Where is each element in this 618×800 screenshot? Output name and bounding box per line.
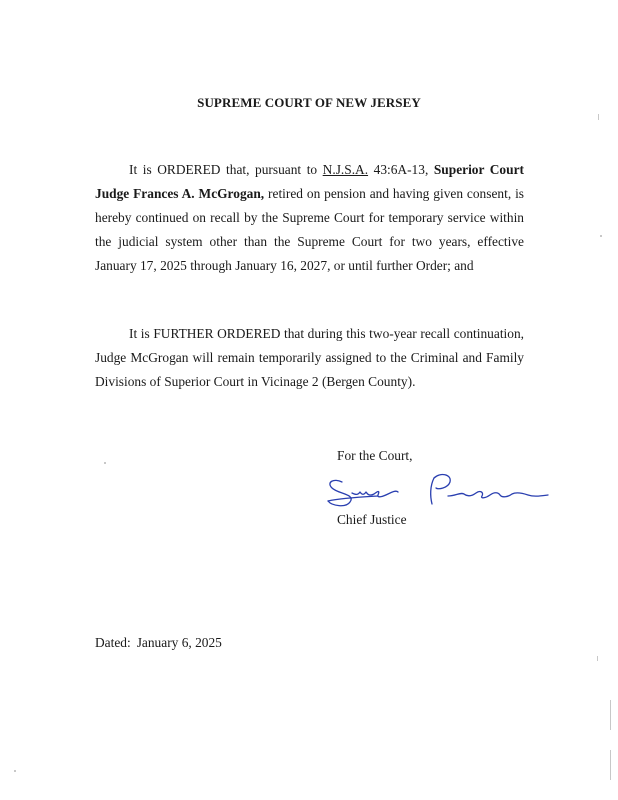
judge-name: Superior Court Judge Frances A. McGrogan, [95,162,524,201]
statute-link: N.J.S.A. [322,162,369,177]
scan-speck [14,770,16,772]
dated-label: Dated: [95,635,131,650]
dated-line [95,635,222,651]
scan-speck [597,656,598,661]
order-body-text: retired on pension and having given consent, is hereby continued on recall by the Supreme Court for temporary service within the judicial system other than the Supreme Court for two years, effective January 17, 2025 through January 16, 2027, or until further Order; and [95,186,524,273]
order-paragraph-1 [95,158,524,278]
scan-speck [610,700,611,730]
order-lead-text: It is ORDERED that, pursuant to [129,162,323,177]
further-order-text: It is FURTHER ORDERED that during this two-year recall continuation, Judge McGrogan will remain temporarily assigned to the Criminal and Family Divisions of Superior Court in Vicinage 2 (Bergen County). [95,326,524,389]
order-paragraph-2 [95,322,524,394]
signer-title: Chief Justice [337,512,407,527]
chief-justice-signature [322,468,552,514]
court-title: SUPREME COURT OF NEW JERSEY [197,95,421,110]
dated-date: January 6, 2025 [136,635,222,650]
scan-speck [600,235,602,237]
scan-speck [598,114,599,120]
scan-speck [104,462,106,464]
closing-line: For the Court, [337,448,413,463]
scan-speck [610,750,611,780]
statute-reference: 43:6A-13, [368,162,434,177]
